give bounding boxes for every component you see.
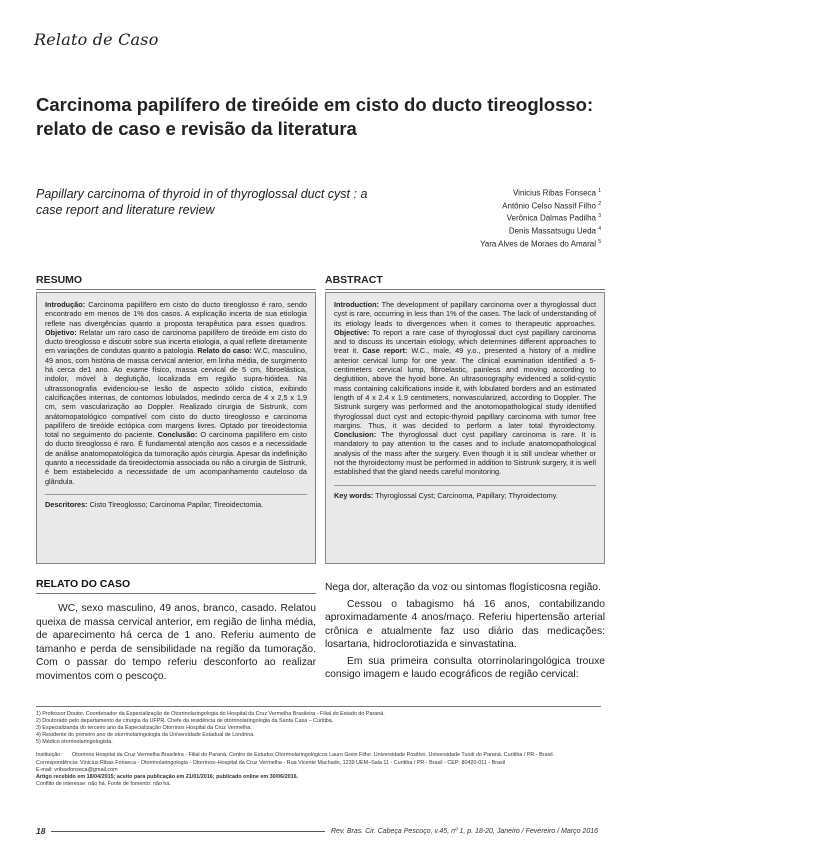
footnote-rule [36, 706, 601, 707]
footnotes [36, 711, 601, 788]
abstract-box [325, 292, 605, 564]
resumo-heading: RESUMO [36, 274, 316, 290]
section-tag: Relato de Caso [34, 30, 159, 49]
abstract-section [325, 274, 605, 290]
author-list [480, 186, 601, 249]
article-dates: Artigo recebido em 18/04/2015; aceito para publicação em 21/01/2016; publicado online em 30/06/2016. [36, 773, 299, 780]
relato-col-left [36, 602, 316, 686]
affiliation: 2) Doutorado pelo departamento de cirurgia da UFPR. Chefe da residência de otorrinolaringologia da Santa Casa – Curitiba. [36, 718, 334, 725]
email: E-mail: vribasfonseca@gmail.com [36, 766, 118, 773]
footer-rule [51, 831, 325, 832]
author: Denis Massatsugu Ueda $^4$ [508, 225, 601, 236]
resumo-box [36, 292, 316, 564]
abstract-text: Introduction: The development of papillary carcinoma over a thyroglossal duct cyst is rare, occurring in less than 1% of the cases. The lack of understanding of its etiology leads to divergences when it comes to therapeutic approaches. Objective: To report a rare case of thyroglossal duct cyst papillary carcinoma and to discuss its uncertain etiology, which determines different approaches to treat it. Case report: W.C., male, 49 y.o., presented a history of a midline anterior cervical lump for one year. The clinical examination identified a 5- centimeters cervical lump, fibroelastic, painless and moving according to deglutition, above the hyoid bone. An ultrasonography evidenced a solid-cystic mass containing calcifications inside it, with lobulated borders and an estimated length of 4 x 2.4 x 1.9 centimeters, nonvascularized, according to Doppler. The Sistrunk surgery was performed and the anotomopathological study identified thyroglossal duct cyst and ectopic-thyroid papillary carcinoma with tumor free margins. Thus, it was decided to perform a later total thyroidectomy. Conclusion: The thyroglossal duct cyst papillary carcinoma is rare. It is mandatory to pay attention to the cases and to include anatomopathological analysis of the mass after the surgery. Even though it is still unclear whether or not the thyroidectomy must be performed in addition to Sistrunk surgery, it is well established that the gland needs careful monitoring. [334, 300, 596, 477]
relato-heading: RELATO DO CASO [36, 578, 316, 594]
relato-paragraph: Cessou o tabagismo há 16 anos, contabilizando aproximadamente 4 anos/maço. Referiu hipertensão arterial crônica e atualmente faz uso diário das medicações: losartana, hidroclorotiazida e sinvastatina. [325, 598, 605, 650]
affiliation: 5) Médico otorrinolaringologista. [36, 739, 113, 746]
institution: Instituição: Otorrinos Hospital da Cruz Vermelha Brasileira - Filial do Paraná. Centro de Estudos Otorrinolaringológicos Lauro Grein Filho. Universidade Positivo. Universidade Tuiuti do Paraná. Curitiba / PR - Brasil. [36, 752, 555, 759]
author: Vinicius Ribas Fonseca $^1$ [512, 188, 601, 198]
resumo-section [36, 274, 316, 290]
resumo-text: Introdução: Carcinoma papilífero em cisto do ducto tireoglosso é raro, sendo encontrado em menos de 1% dos casos. A explicação incerta de sua etiologia reflete nas divergências quanto a proposta terapêutica para esses quadros. Objetivo: Relatar um raro caso de carcinoma papilífero de tireóide em cisto do ducto tireoglosso e discutir sobre sua incerta etiologia, a qual reflete diretamente em variações de condutas quanto a patologia. Relato do caso: W.C, masculino, 49 anos, com história de massa cervical anterior, em linha média, de surgimento há cerca de1 ano. Ao exame físico, massa cervical de 5 cm, fibroelástica, indolor, móvel à deglutição, localizada em região supra-hióidea. Na ultrassonografia evidenciou-se lesão de aspecto sólido cística, exibindo calcificações internas, de contornos lobulados, medindo cerca de 4 x 2,5 x 1,9 cm, sem vascularização ao Doppler. Realizado cirurgia de Sistrunk, com anátomopatológico compatível com cisto do ducto tireoglosso e carcinoma papilífero de tireóide ectópica com margens livres. Optado por tireoidectomia total no seguimento do paciente. Conclusão: O carcinoma papilífero em cisto do ducto tireoglosso é raro. É fundamental atenção aos casos e a necessidade de análise anatomopatológica da tumoração após cirurgia. Apesar da indefinição quanto a necessidade da tireoidectomia associada ou não a cirurgia de Sistrunk, é bem estabelecido a necessidade de um acompanhamento cauteloso da glândula. [45, 300, 307, 486]
author: Antônio Celso Nassif Filho $^2$ [502, 200, 601, 211]
journal-reference: Rev. Bras. Cir. Cabeça Pescoço, v.45, nº 1, p. 18-20, Janeiro / Fevereiro / Março 2016 [331, 827, 598, 835]
page-number: 18 [36, 826, 46, 836]
correspondence: Correspondência: Vinicius Ribas Fonseca - Otorrinolaringologia - Otorrinos–Hospital da Cruz Vermelha - Rua Vicente Machado, 1239 UEM–Sala 11 - Curitiba / PR - Brasil - CEP: 80420-011 - Brasil [36, 759, 506, 766]
article-title: Carcinoma papilífero de tireóide em cisto do ducto tireoglosso: relato de caso e revisão da literatura [36, 94, 594, 139]
relato-paragraph: WC, sexo masculino, 49 anos, branco, casado. Relatou queixa de massa cervical anterior, em região de linha média, de aparecimento há cerca de 1 ano. Referiu aumento de tamanho e perda de sensibilidade na região da tumoração. Com o passar do tempo referiu desconforto ao realizar movimentos com o pescoço. [36, 603, 316, 682]
affiliation: 4) Residente do primeiro ano de otorrinolaringologia da Universidade Estadual de Londrina. [36, 732, 255, 739]
author: Yara Alves de Moraes do Amaral $^5$ [480, 238, 601, 249]
abstract-heading: ABSTRACT [325, 274, 605, 290]
resumo-keywords: Descritores: Cisto Tireoglosso; Carcinoma Papilar; Tireoidectomia. [45, 494, 307, 509]
relato-col-right [325, 581, 605, 685]
author: Verônica Dalmas Padilha $^3$ [506, 213, 601, 223]
affiliation: 1) Professor Doutor. Coordenador da Especialização de Otorrinolaringologia do Hospital da Cruz Vermelha Brasileira - Filial do Estado do Paraná. [36, 711, 385, 717]
relato-paragraph: Nega dor, alteração da voz ou sintomas flogísticosna região. [325, 582, 601, 593]
conflict-statement: Conflito de interesse: não há. Fonte de fomento: não há. [36, 780, 171, 787]
affiliation: 3) Especializanda do terceiro ano da Especialização Otorrinos Hospital da Cruz Vermelha. [36, 725, 252, 732]
english-title: Papillary carcinoma of thyroid in of thyroglossal duct cyst : a case report and literature review [36, 187, 368, 217]
abstract-keywords: Key words: Thyroglossal Cyst; Carcinoma, Papillary; Thyroidectomy. [334, 485, 596, 500]
page-footer [36, 826, 598, 836]
relato-paragraph: Em sua primeira consulta otorrinolaringológica trouxe consigo imagem e laudo ecográficos de região cervical: [325, 655, 605, 680]
